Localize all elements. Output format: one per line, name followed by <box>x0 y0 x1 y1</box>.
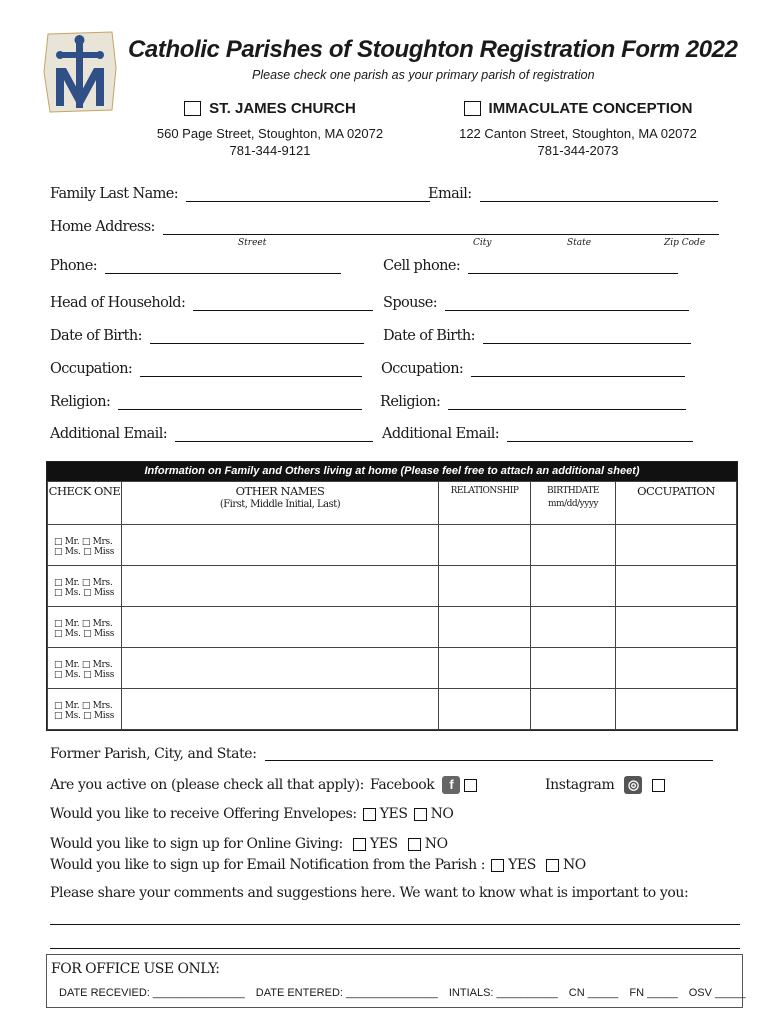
form-title: Catholic Parishes of Stoughton Registration Form 2022 <box>128 36 738 63</box>
dob-field-left[interactable] <box>50 328 364 344</box>
comments-line-2[interactable] <box>50 948 740 949</box>
parish-name: IMMACULATE CONCEPTION <box>488 100 693 117</box>
family-last-name-field[interactable] <box>50 186 430 202</box>
other-names-sub: (First, Middle Initial, Last) <box>219 499 341 510</box>
date-entered-field[interactable]: DATE ENTERED: _______________ <box>255 987 438 999</box>
cell-phone-input[interactable] <box>468 260 678 274</box>
relationship-header: RELATIONSHIP <box>439 482 531 525</box>
birthdate-cell[interactable] <box>531 689 616 730</box>
religion-label-right: Religion: <box>380 394 441 410</box>
cell-phone-field[interactable] <box>383 258 678 274</box>
birthdate-cell[interactable] <box>531 525 616 566</box>
additional-email-label-right: Additional Email: <box>382 426 500 442</box>
email-notification-yes-label: YES <box>508 857 536 873</box>
instagram-label: Instagram <box>545 777 615 793</box>
former-parish-input[interactable] <box>265 747 713 761</box>
relationship-cell[interactable] <box>439 689 531 730</box>
occupation-header: OCCUPATION <box>616 482 737 525</box>
name-cell[interactable] <box>122 566 439 607</box>
st-james-checkbox[interactable] <box>184 101 201 116</box>
title-line-1: □ Mr. □ Mrs. <box>54 578 113 588</box>
additional-email-field-left[interactable] <box>50 426 373 442</box>
email-input[interactable] <box>480 188 718 202</box>
birthdate-header <box>531 482 616 525</box>
phone-input[interactable] <box>105 260 341 274</box>
title-options[interactable] <box>48 689 122 730</box>
additional-email-label-left: Additional Email: <box>50 426 168 442</box>
family-members-table <box>46 461 738 731</box>
envelopes-no-label: NO <box>430 806 454 822</box>
occupation-cell[interactable] <box>616 566 737 607</box>
office-use-title: FOR OFFICE USE ONLY: <box>51 961 220 977</box>
head-of-household-input[interactable] <box>193 297 373 311</box>
head-of-household-label: Head of Household: <box>50 295 186 311</box>
table-header-row <box>48 482 737 525</box>
title-line-2: □ Ms. □ Miss <box>54 588 115 598</box>
other-names-title: OTHER NAMES <box>235 484 325 498</box>
parish-st-james <box>138 100 402 159</box>
instagram-option <box>545 776 665 794</box>
active-on-question <box>50 776 477 794</box>
occupation-field-left[interactable] <box>50 361 362 377</box>
family-last-name-label: Family Last Name: <box>50 186 179 202</box>
head-of-household-field[interactable] <box>50 295 373 311</box>
spouse-input[interactable] <box>445 297 689 311</box>
email-notification-yes-checkbox[interactable] <box>491 859 504 872</box>
home-address-field[interactable] <box>50 219 719 235</box>
additional-email-input-left[interactable] <box>175 428 373 442</box>
online-giving-question <box>50 836 448 852</box>
birthdate-cell[interactable] <box>531 607 616 648</box>
parish-name: ST. JAMES CHURCH <box>209 100 356 117</box>
dob-label-left: Date of Birth: <box>50 328 142 344</box>
table-row <box>48 525 737 566</box>
parish-address: 122 Canton Street, Stoughton, MA 02072 <box>459 126 697 141</box>
envelopes-no-checkbox[interactable] <box>414 808 427 821</box>
birthdate-format: mm/dd/yyyy <box>548 499 598 509</box>
home-address-label: Home Address: <box>50 219 155 235</box>
title-line-1: □ Mr. □ Mrs. <box>54 537 113 547</box>
table-row <box>48 566 737 607</box>
envelopes-yes-checkbox[interactable] <box>363 808 376 821</box>
check-one-header: CHECK ONE <box>48 482 122 525</box>
title-line-1: □ Mr. □ Mrs. <box>54 701 113 711</box>
email-field[interactable] <box>428 186 718 202</box>
online-giving-yes-checkbox[interactable] <box>353 838 366 851</box>
cell-phone-label: Cell phone: <box>383 258 461 274</box>
comments-line-1[interactable] <box>50 924 740 925</box>
additional-email-field-right[interactable] <box>382 426 693 442</box>
name-cell[interactable] <box>122 607 439 648</box>
table-banner: Information on Family and Others living at home (Please feel free to attach an additional sheet) <box>47 462 737 481</box>
date-received-field[interactable]: DATE RECEVIED: _______________ <box>59 987 245 999</box>
active-on-label: Are you active on (please check all that apply): <box>50 777 364 793</box>
parish-logo <box>40 28 120 116</box>
occupation-field-right[interactable] <box>381 361 685 377</box>
name-cell[interactable] <box>122 689 439 730</box>
title-options[interactable] <box>48 525 122 566</box>
occupation-input-right[interactable] <box>471 363 685 377</box>
email-notification-label: Would you like to sign up for Email Notification from the Parish : <box>50 857 486 873</box>
instagram-checkbox[interactable] <box>652 779 665 792</box>
initials-field[interactable]: INTIALS: __________ <box>448 987 558 999</box>
title-line-2: □ Ms. □ Miss <box>54 711 115 721</box>
office-use-fields <box>59 987 746 999</box>
name-cell[interactable] <box>122 648 439 689</box>
title-line-2: □ Ms. □ Miss <box>54 670 115 680</box>
table-row <box>48 689 737 730</box>
relationship-cell[interactable] <box>439 525 531 566</box>
title-line-2: □ Ms. □ Miss <box>54 547 115 557</box>
facebook-checkbox[interactable] <box>464 779 477 792</box>
relationship-cell[interactable] <box>439 566 531 607</box>
dob-field-right[interactable] <box>383 328 691 344</box>
fn-field[interactable]: FN _____ <box>629 987 678 999</box>
online-giving-yes-label: YES <box>369 836 398 852</box>
phone-label: Phone: <box>50 258 98 274</box>
name-cell[interactable] <box>122 525 439 566</box>
envelopes-label: Would you like to receive Offering Envelopes: <box>50 806 357 822</box>
online-giving-label: Would you like to sign up for Online Giving: <box>50 836 343 852</box>
address-zip-label: Zip Code <box>664 238 706 248</box>
dob-label-right: Date of Birth: <box>383 328 475 344</box>
additional-email-input-right[interactable] <box>507 428 693 442</box>
osv-field[interactable]: OSV _____ <box>688 987 746 999</box>
address-street-label: Street <box>238 238 267 248</box>
facebook-icon: f <box>442 776 460 794</box>
email-notification-question <box>50 857 586 873</box>
occupation-cell[interactable] <box>616 607 737 648</box>
religion-input-right[interactable] <box>448 396 686 410</box>
envelopes-yes-label: YES <box>379 806 408 822</box>
phone-field[interactable] <box>50 258 341 274</box>
dob-input-left[interactable] <box>150 330 364 344</box>
other-names-header <box>122 482 439 525</box>
address-state-label: State <box>567 238 592 248</box>
online-giving-no-label: NO <box>424 836 448 852</box>
birthdate-cell[interactable] <box>531 566 616 607</box>
immaculate-conception-checkbox[interactable] <box>464 101 481 116</box>
occupation-label-right: Occupation: <box>381 361 464 377</box>
title-options[interactable] <box>48 607 122 648</box>
online-giving-no-checkbox[interactable] <box>408 838 421 851</box>
title-line-2: □ Ms. □ Miss <box>54 629 115 639</box>
occupation-label-left: Occupation: <box>50 361 133 377</box>
former-parish-field[interactable] <box>50 746 713 762</box>
religion-input-left[interactable] <box>118 396 362 410</box>
title-options[interactable] <box>48 648 122 689</box>
title-line-1: □ Mr. □ Mrs. <box>54 660 113 670</box>
instagram-icon: ◎ <box>624 776 642 794</box>
parish-phone: 781-344-9121 <box>229 143 311 158</box>
title-options[interactable] <box>48 566 122 607</box>
occupation-cell[interactable] <box>616 689 737 730</box>
parish-phone: 781-344-2073 <box>537 143 619 158</box>
religion-field-left[interactable] <box>50 394 362 410</box>
parish-address: 560 Page Street, Stoughton, MA 02072 <box>156 126 384 141</box>
envelopes-question <box>50 806 454 822</box>
email-notification-no-checkbox[interactable] <box>546 859 559 872</box>
relationship-cell[interactable] <box>439 607 531 648</box>
spouse-label: Spouse: <box>383 295 437 311</box>
home-address-input[interactable] <box>163 221 719 235</box>
address-city-label: City <box>473 238 492 248</box>
email-label: Email: <box>428 186 472 202</box>
birthdate-cell[interactable] <box>531 648 616 689</box>
cn-field[interactable]: CN _____ <box>568 987 619 999</box>
former-parish-label: Former Parish, City, and State: <box>50 746 257 762</box>
dob-input-right[interactable] <box>483 330 691 344</box>
facebook-label: Facebook <box>370 777 435 793</box>
birthdate-title: BIRTHDATE <box>547 486 599 496</box>
occupation-cell[interactable] <box>616 525 737 566</box>
religion-field-right[interactable] <box>380 394 686 410</box>
table-row <box>48 648 737 689</box>
occupation-input-left[interactable] <box>140 363 362 377</box>
occupation-cell[interactable] <box>616 648 737 689</box>
table-row <box>48 607 737 648</box>
religion-label-left: Religion: <box>50 394 111 410</box>
title-line-1: □ Mr. □ Mrs. <box>54 619 113 629</box>
relationship-cell[interactable] <box>439 648 531 689</box>
spouse-field[interactable] <box>383 295 689 311</box>
email-notification-no-label: NO <box>562 857 586 873</box>
form-subtitle: Please check one parish as your primary parish of registration <box>252 68 595 82</box>
family-last-name-input[interactable] <box>186 188 430 202</box>
comments-prompt: Please share your comments and suggestions here. We want to know what is important to you: <box>50 885 689 901</box>
office-use-box <box>46 954 746 1008</box>
parish-immaculate-conception <box>444 100 712 159</box>
